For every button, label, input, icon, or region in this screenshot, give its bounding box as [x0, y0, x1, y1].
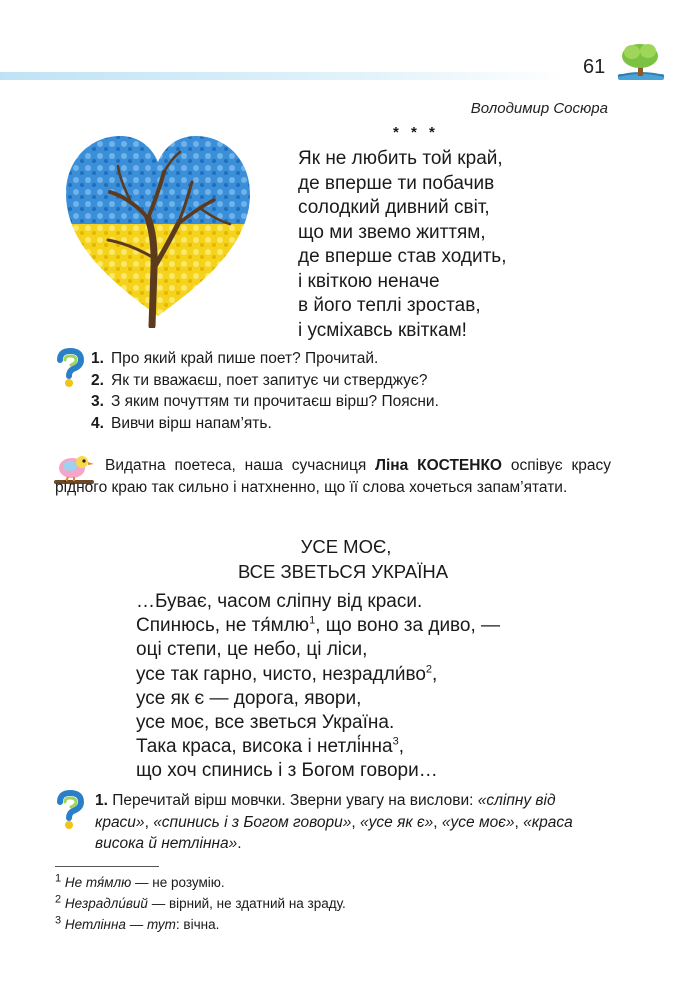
- poem-line: усе як є — дорога, явори,: [136, 687, 362, 709]
- poem-line: солодкий дивний світ,: [298, 197, 490, 218]
- footnote-ref: 1: [309, 614, 316, 627]
- footnote: $^3$ Нетлінна — тут: вічна.: [55, 914, 220, 932]
- poem-title-line-1: УСЕ МОЄ,: [300, 536, 392, 557]
- list-item: 1. Про який край пише поет? Прочитай.: [91, 350, 379, 367]
- poem-line: і квіткою неначе: [298, 270, 440, 292]
- poem-line: усе так гарно, чисто, $незрадли́во^2$,: [136, 663, 438, 685]
- header-line: [0, 72, 565, 80]
- poem-line: в його теплі зростав,: [298, 295, 481, 316]
- footnote: $^1$ Не тя́млю — не розумію.: [55, 872, 225, 890]
- poem-line: де вперше ти побачив: [298, 172, 495, 194]
- tree-book-logo-icon: [612, 40, 670, 91]
- footnote: $^2$ Незрадли́вий — вірний, не здатний на зраду.: [55, 893, 346, 911]
- poem-line: Як не любить той край,: [298, 148, 503, 169]
- footnote-ref: 3: [392, 735, 399, 748]
- poem-line: де вперше став ходить,: [298, 246, 507, 267]
- poem-line: усе моє, все зветься Україна.: [136, 712, 395, 734]
- poem-line: Така краса, висока і нетлі́нна$^3$,: [136, 735, 405, 758]
- heart-tree-illustration: [60, 128, 256, 333]
- list-item: 4. Вивчи вірш напам’ять.: [91, 414, 272, 432]
- footnote-ref: 2: [425, 663, 433, 676]
- question-mark-icon: [54, 348, 88, 393]
- task-paragraph: 1. Перечитай вірш мовчки. Зверни увагу на вислови: «сліпну від краси», «спинись і з Богом говори», «усе як є», «усе моє», «краса висока й нетлінна».: [95, 792, 573, 852]
- questions-list: [91, 348, 439, 434]
- poet-name: Ліна КОСТЕНКО: [375, 457, 502, 474]
- poem-line: і усміхавсь квіткам!: [298, 319, 467, 341]
- poem-stars: * * *: [393, 124, 439, 141]
- poem-line: що ми звемо життям,: [298, 221, 486, 243]
- poem-author: Володимир Сосюра: [470, 100, 608, 117]
- question-mark-icon: [54, 790, 88, 835]
- footnotes: [55, 872, 346, 935]
- list-item: 3. З яким почуттям ти прочитаєш вірш? Поясни.: [91, 393, 439, 410]
- poem-2: [136, 590, 500, 784]
- footnote-divider: [55, 866, 159, 867]
- poem-line: оці степи, це небо, ці ліси,: [136, 639, 368, 661]
- intro-paragraph: Видатна поетеса, наша сучасниця Ліна КОСТЕНКО оспівує красу рідного краю так сильно і натхненно, що її слова хочеться запам’ятати.: [55, 457, 611, 496]
- poem-line: Спинюсь, не тя́млю$^1$, що воно за диво, —: [136, 614, 501, 637]
- list-item: 2. Як ти вважаєш, поет запитує чи стверджує?: [91, 371, 428, 389]
- poem-line: …Буває, часом сліпну від краси.: [136, 591, 423, 612]
- poem-line: що хоч спинись і з Богом говори…: [136, 760, 438, 782]
- poem-1: [298, 147, 506, 343]
- page-number: 61: [583, 56, 606, 78]
- poem-title-line-2: ВСЕ ЗВЕТЬСЯ УКРАЇНА: [237, 561, 449, 582]
